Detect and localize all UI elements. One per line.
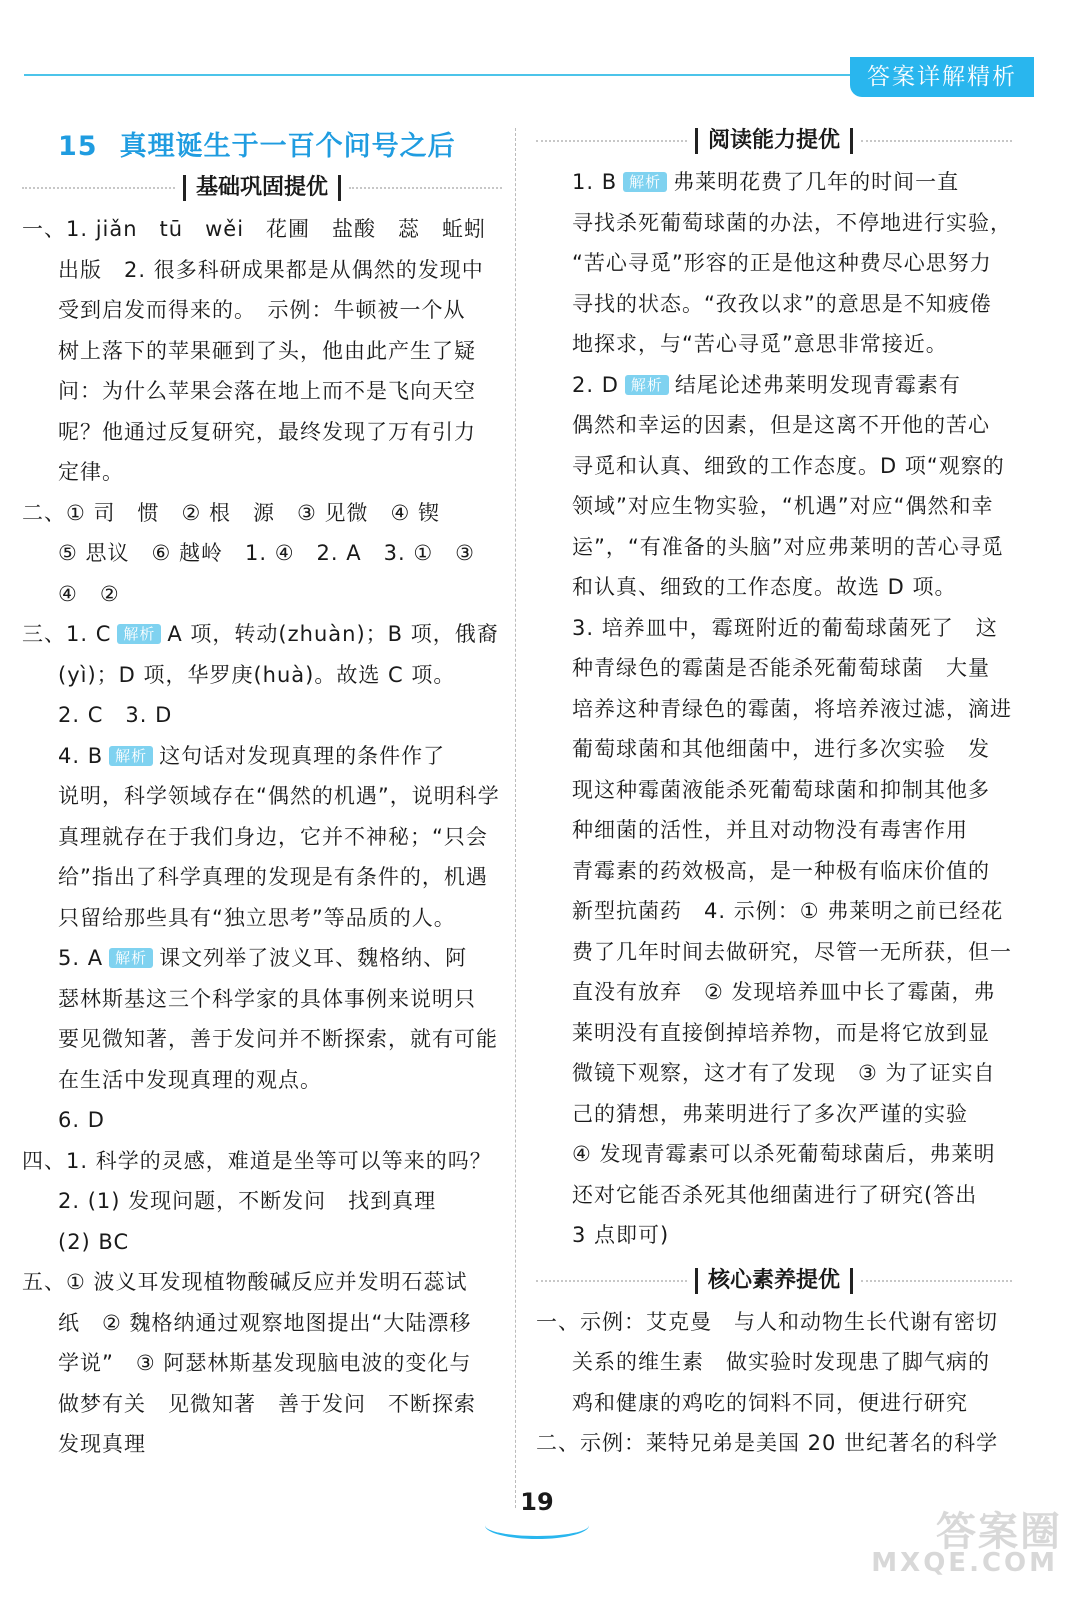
text-line bbox=[22, 857, 502, 898]
dotted-rule bbox=[861, 1280, 1012, 1282]
text-line bbox=[536, 851, 1012, 892]
text-line bbox=[22, 331, 502, 372]
text-line bbox=[22, 1060, 502, 1101]
text-line bbox=[536, 770, 1012, 811]
section-header-read bbox=[536, 128, 1012, 154]
text-line bbox=[536, 486, 1012, 527]
text-line bbox=[536, 810, 1012, 851]
line-text: 直没有放弃 ② 发现培养皿中长了霉菌，弗 bbox=[572, 980, 996, 1004]
line-text: 寻找杀死葡萄球菌的办法，不停地进行实验， bbox=[572, 210, 1012, 235]
line-text: 寻找的状态。“孜孜以求”的意思是不知疲倦 bbox=[572, 291, 992, 316]
text-line bbox=[22, 1100, 502, 1141]
text-line bbox=[536, 891, 1012, 932]
line-text: 五、① 波义耳发现植物酸碱反应并发明石蕊试 bbox=[22, 1270, 468, 1294]
line-text: 莱明没有直接倒掉培养物，而是将它放到显 bbox=[572, 1020, 990, 1045]
line-text: 微镜下观察，这才有了发现 ③ 为了证实自 bbox=[572, 1061, 996, 1085]
text-line bbox=[22, 736, 502, 777]
line-text: 给”指出了科学真理的发现是有条件的，机遇 bbox=[58, 865, 488, 889]
line-text: 结尾论述弗莱明发现青霉素有 bbox=[674, 372, 961, 397]
line-text: 2. (1) 发现问题，不断发问 找到真理 bbox=[58, 1189, 437, 1213]
column-divider bbox=[515, 128, 516, 1508]
page-number-arc bbox=[485, 1512, 589, 1539]
answer-body-read bbox=[536, 162, 1012, 1256]
line-text: 做梦有关 见微知著 善于发问 不断探索 bbox=[58, 1391, 476, 1416]
answer-body-left bbox=[22, 209, 502, 1465]
line-text: 己的猜想，弗莱明进行了多次严谨的实验 bbox=[572, 1101, 968, 1126]
text-line bbox=[22, 412, 502, 453]
line-text: 种细菌的活性，并且对动物没有毒害作用 bbox=[572, 818, 968, 842]
line-text: 偶然和幸运的因素，但是这离不开他的苦心 bbox=[572, 413, 990, 437]
dotted-rule bbox=[22, 187, 175, 189]
watermark-logo: 答案圈 bbox=[936, 1509, 1062, 1555]
text-line bbox=[22, 1141, 502, 1182]
right-column bbox=[536, 112, 1012, 1464]
line-text: 运”，“有准备的头脑”对应弗莱明的苦心寻觅 bbox=[572, 534, 1004, 559]
text-line bbox=[22, 695, 502, 736]
dotted-rule bbox=[349, 187, 502, 189]
text-line bbox=[536, 1423, 1012, 1464]
text-line bbox=[22, 371, 502, 412]
line-text: 出版 2. 很多科研成果都是从偶然的发现中 bbox=[58, 257, 484, 282]
line-text: 纸 ② 魏格纳通过观察地图提出“大陆漂移 bbox=[58, 1310, 472, 1335]
text-line bbox=[536, 1383, 1012, 1424]
text-line bbox=[22, 898, 502, 939]
text-line bbox=[22, 1019, 502, 1060]
text-line bbox=[22, 1303, 502, 1344]
line-text: 说明，科学领域存在“偶然的机遇”，说明科学 bbox=[58, 784, 500, 808]
header-tab: 答案详解精析 bbox=[850, 57, 1034, 97]
text-line bbox=[22, 979, 502, 1020]
line-text: 要见微知著，善于发问并不断探索，就有可能 bbox=[58, 1027, 498, 1051]
text-line bbox=[22, 938, 502, 979]
line-text: 呢？他通过反复研究，最终发现了万有引力 bbox=[58, 419, 476, 444]
section-header-base bbox=[22, 175, 502, 201]
text-line bbox=[536, 1302, 1012, 1343]
line-text: 在生活中发现真理的观点。 bbox=[58, 1067, 322, 1092]
answer-key: 三、1. C bbox=[22, 622, 112, 646]
line-text: (yì)；D 项，华罗庚(huà)。故选 C 项。 bbox=[58, 662, 456, 687]
answer-key: 2. D bbox=[572, 372, 619, 397]
text-line bbox=[536, 1215, 1012, 1256]
text-line bbox=[22, 493, 502, 534]
answer-key: 1. B bbox=[572, 170, 618, 194]
text-line bbox=[536, 527, 1012, 568]
line-text: 6. D bbox=[58, 1108, 105, 1132]
section-label: 核心素养提优 bbox=[695, 1268, 853, 1294]
line-text: 新型抗菌药 4. 示例：① 弗莱明之前已经花 bbox=[572, 899, 1004, 923]
line-text: 2. C 3. D bbox=[58, 703, 173, 727]
analysis-tag: 解析 bbox=[623, 172, 667, 192]
line-text: 树上落下的苹果砸到了头，他由此产生了疑 bbox=[58, 338, 476, 363]
line-text: 瑟林斯基这三个科学家的具体事例来说明只 bbox=[58, 986, 476, 1011]
lesson-title-text: 真理诞生于一百个问号之后 bbox=[119, 131, 456, 162]
text-line bbox=[536, 405, 1012, 446]
text-line bbox=[22, 533, 502, 574]
section-label: 阅读能力提优 bbox=[695, 128, 853, 154]
text-line bbox=[536, 446, 1012, 487]
line-text: 课文列举了波义耳、魏格纳、阿 bbox=[159, 946, 468, 970]
lesson-title bbox=[58, 124, 502, 163]
text-line bbox=[22, 817, 502, 858]
line-text: 二、示例：莱特兄弟是美国 20 世纪著名的科学 bbox=[536, 1431, 999, 1455]
text-line bbox=[22, 776, 502, 817]
dotted-rule bbox=[536, 140, 687, 142]
text-line bbox=[536, 932, 1012, 973]
text-line bbox=[536, 1094, 1012, 1135]
line-text: 地探求，与“苦心寻觅”意思非常接近。 bbox=[572, 332, 948, 356]
line-text: 3 点即可) bbox=[572, 1223, 670, 1247]
text-line bbox=[536, 284, 1012, 325]
line-text: ⑤ 思议 ⑥ 越岭 1. ④ 2. A 3. ① ③ bbox=[58, 541, 475, 565]
text-line bbox=[22, 290, 502, 331]
line-text: 费了几年时间去做研究，尽管一无所获，但一 bbox=[572, 939, 1012, 964]
line-text: 弗莱明花费了几年的时间一直 bbox=[673, 170, 960, 194]
line-text: 发现真理 bbox=[58, 1432, 146, 1456]
header-rule bbox=[24, 74, 854, 76]
analysis-tag: 解析 bbox=[109, 746, 153, 766]
text-line bbox=[22, 1262, 502, 1303]
line-text: 定律。 bbox=[58, 460, 124, 484]
text-line bbox=[536, 608, 1012, 649]
analysis-tag: 解析 bbox=[117, 624, 161, 644]
text-line bbox=[536, 365, 1012, 406]
text-line bbox=[22, 1424, 502, 1465]
text-line bbox=[536, 567, 1012, 608]
section-header-core bbox=[536, 1268, 1012, 1294]
line-text: “苦心寻觅”形容的正是他这种费尽心思努力 bbox=[572, 251, 992, 275]
text-line bbox=[536, 243, 1012, 284]
text-line bbox=[536, 1013, 1012, 1054]
line-text: 3. 培养皿中，霉斑附近的葡萄球菌死了 这 bbox=[572, 615, 998, 640]
line-text: 青霉素的药效极高，是一种极有临床价值的 bbox=[572, 858, 990, 883]
text-line bbox=[22, 250, 502, 291]
text-line bbox=[536, 648, 1012, 689]
line-text: 种青绿色的霉菌是否能杀死葡萄球菌 大量 bbox=[572, 656, 990, 680]
line-text: ④ 发现青霉素可以杀死葡萄球菌后，弗莱明 bbox=[572, 1142, 996, 1166]
line-text: 一、1. jiǎn tū wěi 花圃 盐酸 蕊 蚯蚓 bbox=[22, 217, 487, 241]
analysis-tag: 解析 bbox=[109, 948, 153, 968]
text-line bbox=[22, 1343, 502, 1384]
lesson-number: 15 bbox=[58, 131, 98, 162]
section-label: 基础巩固提优 bbox=[183, 175, 341, 201]
line-text: 学说” ③ 阿瑟林斯基发现脑电波的变化与 bbox=[58, 1351, 472, 1375]
line-text: 培养这种青绿色的霉菌，将培养液过滤，滴进 bbox=[572, 696, 1012, 721]
line-text: ④ ② bbox=[58, 581, 120, 606]
text-line bbox=[22, 1222, 502, 1263]
line-text: 二、① 司 惯 ② 根 源 ③ 见微 ④ 锲 bbox=[22, 500, 441, 525]
analysis-tag: 解析 bbox=[625, 375, 669, 395]
left-column bbox=[22, 112, 502, 1465]
page-number: 19 bbox=[520, 1488, 554, 1516]
text-line bbox=[536, 729, 1012, 770]
line-text: 受到启发而得来的。 示例：牛顿被一个从 bbox=[58, 298, 466, 322]
text-line bbox=[22, 452, 502, 493]
line-text: 还对它能否杀死其他细菌进行了研究(答出 bbox=[572, 1182, 978, 1207]
line-text: 鸡和健康的鸡吃的饲料不同，便进行研究 bbox=[572, 1390, 968, 1415]
line-text: (2) BC bbox=[58, 1229, 130, 1254]
answer-key: 5. A bbox=[58, 946, 104, 970]
line-text: 寻觅和认真、细致的工作态度。D 项“观察的 bbox=[572, 453, 1005, 478]
text-line bbox=[536, 972, 1012, 1013]
line-text: A 项，转动(zhuàn)；B 项，俄裔 bbox=[167, 622, 499, 646]
line-text: 真理就存在于我们身边，它并不神秘；“只会 bbox=[58, 824, 488, 849]
text-line bbox=[536, 689, 1012, 730]
text-line bbox=[22, 574, 502, 615]
line-text: 一、示例：艾克曼 与人和动物生长代谢有密切 bbox=[536, 1309, 998, 1334]
line-text: 葡萄球菌和其他细菌中，进行多次实验 发 bbox=[572, 737, 990, 761]
text-line bbox=[22, 1384, 502, 1425]
text-line bbox=[536, 1342, 1012, 1383]
line-text: 现这种霉菌液能杀死葡萄球菌和抑制其他多 bbox=[572, 777, 990, 802]
line-text: 四、1. 科学的灵感，难道是坐等可以等来的吗？ bbox=[22, 1148, 492, 1173]
text-line bbox=[22, 655, 502, 696]
text-line bbox=[536, 162, 1012, 203]
text-line bbox=[22, 614, 502, 655]
line-text: 和认真、细致的工作态度。故选 D 项。 bbox=[572, 575, 957, 599]
text-line bbox=[536, 1175, 1012, 1216]
text-line bbox=[536, 1053, 1012, 1094]
text-line bbox=[536, 1134, 1012, 1175]
dotted-rule bbox=[536, 1280, 687, 1282]
answer-key: 4. B bbox=[58, 743, 104, 768]
text-line bbox=[536, 324, 1012, 365]
watermark-url: MXQE.COM bbox=[871, 1548, 1058, 1578]
line-text: 这句话对发现真理的条件作了 bbox=[159, 743, 446, 768]
text-line bbox=[22, 1181, 502, 1222]
answer-body-core bbox=[536, 1302, 1012, 1464]
line-text: 领域”对应生物实验，“机遇”对应“偶然和幸 bbox=[572, 494, 994, 518]
line-text: 只留给那些具有“独立思考”等品质的人。 bbox=[58, 905, 456, 930]
line-text: 关系的维生素 做实验时发现患了脚气病的 bbox=[572, 1350, 990, 1374]
text-line bbox=[22, 209, 502, 250]
line-text: 问：为什么苹果会落在地上而不是飞向天空 bbox=[58, 379, 476, 403]
dotted-rule bbox=[861, 140, 1012, 142]
text-line bbox=[536, 203, 1012, 244]
